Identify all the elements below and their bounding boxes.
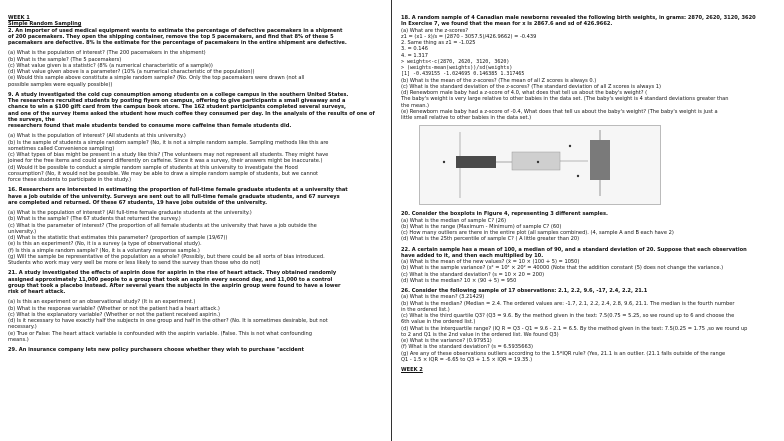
answer-line: (e) Would this sample above constitute a simple random sample? (No. Only the top pacemakers were drawn (not all [8,75,305,82]
answer-line: 2. Same thing as z1 = -1.025 [401,40,476,46]
answer-line: to 2 and Q1 is the 2nd value in the ordered list. We found Q3) [401,331,559,338]
box-sample-a [456,156,496,168]
answer-line: (a) What is the population of interest? (All students at this university.) [8,133,186,140]
question-2 [8,28,385,88]
outlier-b2 [577,175,579,177]
answer-line: (d) Renewborn male baby had a z-score of 4.0, what does that tell us about the baby's weight? ( [401,90,648,96]
question-text: The researchers recruited students by posting flyers on campus, offering to give participants a small giveaway and a [8,98,346,104]
answer-line: 4. = 1.317 [401,52,428,59]
left-column [0,0,391,441]
answer-line: (b) What is the sample? (The 5 pacemakers) [8,56,122,63]
answer-line: (a) What is the population of interest? (All full-time female graduate students at the university.) [8,210,252,216]
week-2-heading: WEEK 2 [401,367,423,373]
question-18 [401,15,778,121]
answer-line: (d) Would it be possible to conduct a simple random sample of students at this university to investigate the Hood [8,164,298,171]
answer-line: necessary.) [8,324,37,331]
answer-line: consumption? (No, it would not be possible. We may be able to draw a simple random sample of students, but we cannot [8,170,319,177]
question-text: 22. A certain sample has a mean of 100, a median of 90, and a standard deviation of 20. Suppose that each observation [401,246,747,253]
answer-line: (e) True or False: The heart attack variable is confounded with the aspirin variable. (False. This is not what confounding [8,330,313,337]
answer-line: university.) [8,228,37,235]
answer-line: Q1 - 1.5 × IQR = -6.65 to Q3 + 1.5 × IQR = 19.35.) [401,356,533,363]
question-29-text: 29. An insurance company lets new policy purchasers choose whether they wish to purchase "accident [8,347,304,353]
boxplot-figure [419,125,661,205]
answer-line: (d) What is the statistic that estimates this parameter? (proportion of sample (19/67)) [8,235,228,241]
question-20 [401,211,778,242]
question-text: have added to it, and then each multiplied by 10. [401,252,544,259]
outlier-b1 [569,145,571,147]
answer-line: (d) What is the 25th percentile of sample C? ( A little greater than 20) [401,236,580,243]
question-text: 26. Consider the following sample of 17 observations: 2.1, 2.2, 9.6, -17, 2.4, 2.2, 21.1 [401,288,648,294]
answer-line: (g) Will the sample be representative of the population as a whole? (Possibly, but there could be all sorts of bias introduced. [8,253,325,260]
question-text: of 200 pacemakers. They open the shipping container, remove the top 5 pacemakers, and find that 8% of these 5 [8,33,334,40]
answer-line: (f) Is this a simple random sample? (No, it is a voluntary response sample.) [8,247,200,254]
answer-line: (a) What is the mean of the new values? (x̄ = 10 × (100 + 5) = 1050) [401,259,580,265]
answer-line: (e) What is the variance? (0.97951) [401,338,492,344]
question-text: 20. Consider the boxplots in Figure 4, representing 3 different samples. [401,211,608,218]
answer-line: (b) Is the sample of students a simple random sample? (No, it is not a simple random sample. Sampling methods like this are [8,139,329,146]
answer-line: joined for the free items and could spend differently on caffeine. Since it was a survey, their answers might be inaccurate.) [8,158,323,165]
question-text: 9. A study investigated the cold cup consumption among students on a college campus in the southern United States. [8,91,349,98]
question-text: 18. A random sample of 4 Canadian male newborns revealed the following birth weights, in grams: 2870, 2620, 3120, 3620 [401,15,756,21]
answer-line: in the ordered list.) [401,306,450,313]
answer-line: Students who work may very well be more or less likely to send the survey than those who do not) [8,260,261,266]
answer-line: the mean.) [401,102,430,109]
question-text: risk of heart attack. [8,289,66,295]
answer-line: (c) What types of bias might be present in a study like this? (The volunteers may not represent all students. They might have [8,152,329,158]
answer-line: (c) What is the parameter of interest? (The proportion of all female students at the university that have a job outside the [8,222,317,229]
question-22 [401,247,778,285]
week-heading: WEEK 1 [8,15,30,21]
question-text: have a job outside of the university. Surveys are sent out to all full-time female graduate students, and 67 surveys [8,193,340,200]
answer-line: z1 = (x1 - x̄)/s = (2870 - 3057.5)/426.9662) = -0.439 [401,33,537,40]
answer-line: (a) What is the mean? (3.21429) [401,294,485,301]
question-text: chance to win a $100 gift card from the campus book store. The 162 student participants completed several surveys, [8,104,346,111]
answer-line: (b) What is the sample? (The 67 students that returned the survey.) [8,216,181,223]
answer-line: (b) What is the median? (Median = 2.4. The ordered values are: -1.7, 2.1, 2.2, 2.4, 2.8, 9.6, 21.1. The median is the fourth number [401,300,735,307]
question-text: researchers found that male students tended to consume more caffeine than female students did. [8,123,292,129]
column-divider [391,0,392,441]
answer-line: (c) What is the standard deviation of the z-scores? (The standard deviation of all Z scores is always 1) [401,83,662,90]
answer-line: (a) What is the median of sample C? (26) [401,217,507,224]
answer-line: (e) Is this an experiment? (No, it is a survey (a type of observational study). [8,241,202,248]
answer-line: (a) What is the population of interest? (The 200 pacemakers in the shipment) [8,50,206,57]
question-26 [401,288,778,363]
answer-line: force these students to participate in the study.) [8,177,132,183]
answer-line: little small relative to other babies in the data set.) [401,115,532,121]
outlier-a2 [537,161,539,163]
answer-line: possible samples were equally possible)) [8,81,113,88]
answer-line: (b) What is the response variable? (Whether or not the patient had a heart attack.) [8,305,220,312]
box-sample-c [590,140,610,180]
answer-line: (a) Is this an experiment or an observational study? (It is an experiment.) [8,299,196,306]
code-line: [1] -0.439155 -1.024695 0.146385 1.317465 [401,71,525,78]
question-text: 16. Researchers are interested in estimating the proportion of full-time female graduate students at a university that [8,187,348,194]
answer-line: (c) What value given is a statistic? (8% (a numerical characteristic of a sample)) [8,62,213,69]
code-line: > (weights-mean(weights))/sd(weights) [401,65,513,71]
right-column [393,0,784,441]
answer-line: (d) Is it necessary to have exactly half the subjects in one group and half in the other? (No. It is sometimes desirable, but not [8,318,328,324]
answer-line: (d) What is the median? 10 × (90 + 5) = 950 [401,277,517,284]
question-text: assigned approximately 11,000 people to a group that took an aspirin every second day, and 11,000 to a control [8,276,333,283]
answer-line: (e) Renewborn male baby had a z-score of -0.4, What does that tell us about the baby's weight? (The baby's weight is just a [401,108,718,115]
question-text: are completed and returned. Of these 67 students, 19 have jobs outside of the university. [8,199,268,206]
answer-line: 6th value in the ordered list.) [401,319,476,326]
code-line: > weights<-c(2870, 2620, 3120, 3620) [401,58,510,65]
question-21 [8,270,385,343]
answer-line: 3. = 0.146 [401,46,428,53]
question-text: pacemakers are defective. 8% is the estimate for the percentage of pacemakers in the entire shipment are defective. [8,40,347,46]
answer-line: (c) What is the third quartile Q3? (Q3 = 9.6. By the method given in the text: 7.5(0.75 = 5.25, so we round up to 6 and choose the [401,313,735,319]
answer-line: (c) How many outliers are there in the entire plot (all samples combined). (4, sample A and B each have 2) [401,230,674,236]
answer-line: (b) What is the sample variance? (s² = 10² × 20² = 40000 (Note that the addition constant (5) does not change the variance.) [401,265,724,272]
section-subheading: Simple Random Sampling [8,21,82,28]
box-sample-b [512,152,560,170]
answer-line: sometimes called Convenience sampling) [8,145,115,152]
question-text: and one of the survey items asked the student how much coffee they consumed per day. In the analysis of the results of one of the surveys, the [8,110,377,123]
answer-line: (d) What is the interquartile range? (IQ R = Q3 - Q1 = 9.6 - 2.1 = 6.5. By the method given in the text: 7.5(0.25 = 1.75 ,so we round up [401,325,748,332]
boxplot-svg [420,126,660,204]
answer-line: means.) [8,336,29,343]
answer-line: (a) What are the z-scores? [401,27,469,34]
question-text: In Exercise 7, we found that the mean for x is 2867.6 and sd of 426.9662. [401,21,613,28]
answer-line: The baby's weight is very large relative to other babies in the data set. (The baby's weight is 4 standard deviations greater than [401,96,729,103]
question-9 [8,92,385,184]
answer-line: (f) What is the standard deviation? (s = 6.5935663) [401,344,533,351]
question-text: 2. An importer of used medical equipment wants to estimate the percentage of defective pacemakers in a shipment [8,27,343,34]
outlier-a1 [443,161,445,163]
answer-line: (c) What is the standard deviation? (s = 10 × 20 = 200) [401,271,545,278]
answer-line: (b) What is the range (Maximum - Minimum) of sample C? (60) [401,223,562,230]
answer-line: (g) Are any of these observations outliers according to the 1.5*IQR rule? (Yes, 21.1 is an outlier. (21.1 falls outside of the range [401,350,726,357]
question-text: 21. A study investigated the effects of aspirin dose for aspirin in the rise of heart attack. They obtained randomly [8,270,337,277]
question-text: group that took a placebo instead. After several years the subjects in the aspirin group were found to have a lower [8,282,341,289]
answer-line: (c) What is the explanatory variable? (Whether or not the patient received aspirin.) [8,311,221,318]
answer-line: (d) What value given above is a parameter? (10% (a numerical characteristic of the population)) [8,69,255,75]
answer-line: (b) What is the mean of the z-scores? (The mean of all Z scores is always 0.) [401,77,597,84]
question-16 [8,187,385,266]
